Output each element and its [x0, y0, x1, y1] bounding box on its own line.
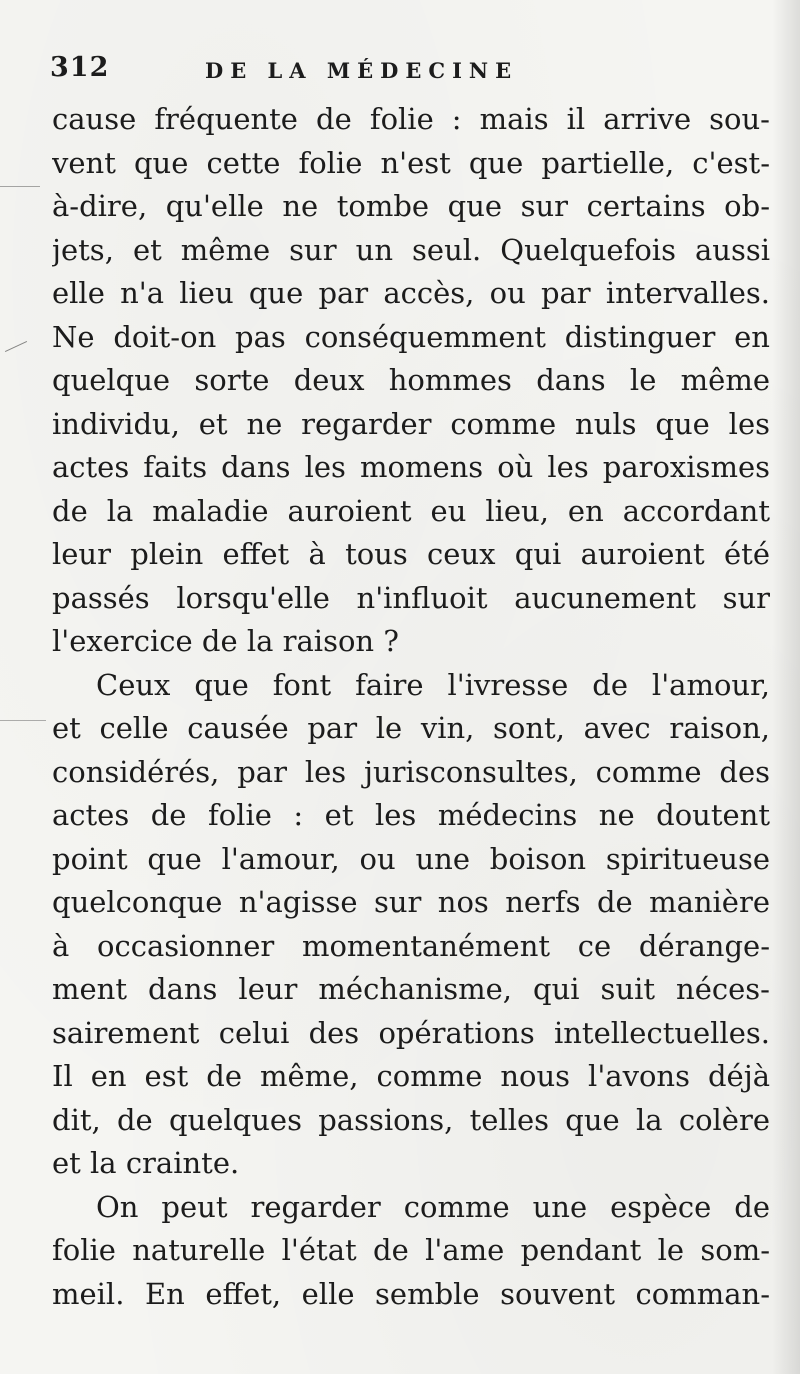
text-line: Ceux que font faire l'ivresse de l'amour,: [96, 667, 770, 702]
text-line: Ne doit-on pas conséquemment distinguer en: [52, 319, 770, 354]
text-line: sairement celui des opérations intellectuelles.: [52, 1015, 770, 1050]
text-line: considérés, par les jurisconsultes, comme des: [52, 754, 770, 789]
text-line: cause fréquente de folie : mais il arrive sou-: [52, 102, 770, 136]
text-line: l'exercice de la raison ?: [52, 624, 399, 658]
text-line: jets, et même sur un seul. Quelquefois aussi: [52, 232, 770, 267]
text-line: elle n'a lieu que par accès, ou par intervalles.: [52, 276, 770, 310]
text-line: actes de folie : et les médecins ne doutent: [52, 798, 770, 832]
text-line: et la crainte.: [52, 1146, 240, 1180]
page-gutter-shadow: [772, 0, 800, 1374]
page-number: 312: [50, 52, 110, 83]
text-line: point que l'amour, ou une boison spiritueuse: [52, 841, 770, 876]
page-header: [50, 52, 770, 92]
text-line: de la maladie auroient eu lieu, en accordant: [52, 493, 770, 528]
text-line: passés lorsqu'elle n'influoit aucunement sur: [52, 580, 770, 615]
text-line: actes faits dans les momens où les paroxismes: [52, 450, 770, 484]
margin-mark: [5, 341, 27, 352]
text-line: et celle causée par le vin, sont, avec raison,: [52, 711, 770, 745]
running-head: DE LA MÉDECINE: [205, 58, 519, 83]
body-text: [52, 98, 770, 1316]
text-line: individu, et ne regarder comme nuls que les: [52, 406, 770, 441]
text-line: On peut regarder comme une espèce de: [96, 1189, 770, 1224]
text-line: dit, de quelques passions, telles que la colère: [52, 1102, 770, 1137]
text-line: meil. En effet, elle semble souvent comman-: [52, 1276, 770, 1311]
text-line: à occasionner momentanément ce dérange-: [52, 928, 770, 963]
margin-mark: [0, 186, 40, 187]
text-line: vent que cette folie n'est que partielle, c'est-: [52, 145, 770, 180]
text-line: ment dans leur méchanisme, qui suit néces-: [52, 972, 770, 1006]
text-line: quelconque n'agisse sur nos nerfs de manière: [52, 885, 770, 919]
text-line: folie naturelle l'état de l'ame pendant le som-: [52, 1233, 770, 1267]
text-line: à-dire, qu'elle ne tombe que sur certains ob-: [52, 189, 770, 223]
text-line: leur plein effet à tous ceux qui auroient été: [52, 537, 770, 571]
text-line: quelque sorte deux hommes dans le même: [52, 363, 770, 397]
margin-mark: [0, 720, 46, 721]
text-line: Il en est de même, comme nous l'avons déjà: [52, 1059, 770, 1093]
